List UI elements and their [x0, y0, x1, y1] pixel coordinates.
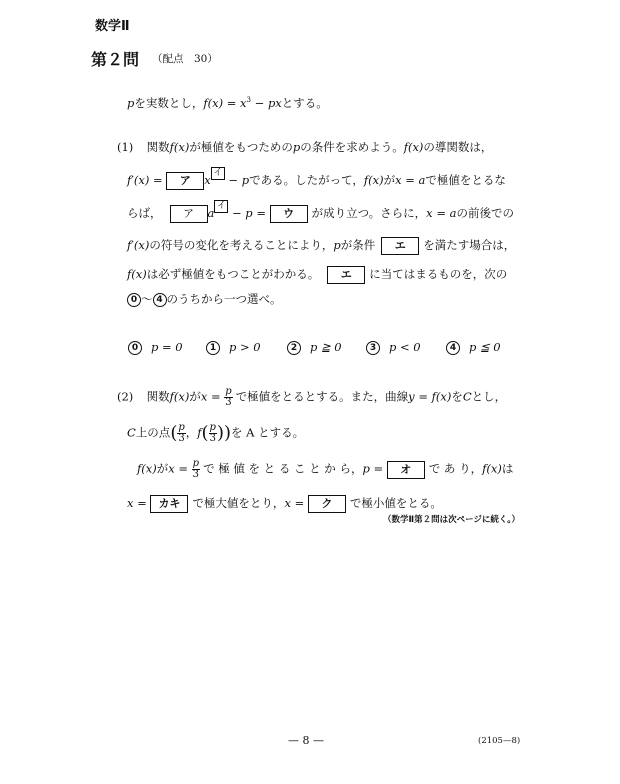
answer-box-a[interactable]: ア	[166, 172, 204, 190]
part1-label: (1)	[117, 140, 134, 154]
part2-line3	[137, 459, 513, 480]
t: とし，	[471, 389, 507, 404]
part1-line5	[127, 266, 507, 284]
option-0[interactable]	[128, 339, 183, 355]
part2-line4	[127, 495, 442, 513]
answer-box-e-ref[interactable]: エ	[327, 266, 365, 284]
t: を	[451, 389, 463, 404]
answer-box-a-ref: ア	[170, 205, 208, 223]
page-number: — 8 —	[288, 734, 324, 747]
t: f′(x)	[127, 238, 150, 252]
option-text: p < 0	[389, 340, 421, 354]
t: で極大値をとり，	[192, 496, 285, 510]
t: を A とする。	[231, 425, 305, 440]
answer-box-e[interactable]: エ	[381, 237, 419, 255]
frac-num: p	[178, 422, 185, 433]
t: で 極 値 を と る こ と か ら，	[203, 461, 363, 476]
t: は必ず極値をもつことがわかる。	[146, 267, 320, 281]
circled-four-icon: 4	[446, 341, 460, 355]
t: x =	[200, 389, 225, 404]
intro-line	[127, 92, 328, 111]
answer-box-i-ref: イ	[214, 200, 228, 213]
circled-four-icon: 4	[153, 293, 167, 307]
t: f(x)	[169, 389, 190, 404]
option-3[interactable]	[366, 339, 421, 355]
t: の導関数は，	[423, 140, 493, 154]
continued-note: （数学Ⅱ第２問は次ページに続く。）	[383, 515, 521, 525]
part1-line1	[117, 139, 492, 155]
t: C	[127, 425, 136, 440]
t: ))	[216, 422, 231, 444]
t: 関数	[146, 389, 170, 404]
t: f(x)	[127, 267, 147, 281]
t: が	[383, 173, 396, 187]
t: が	[156, 461, 169, 476]
t: f(x)	[403, 140, 424, 154]
part1-line2	[127, 168, 506, 190]
t: f(x)	[482, 461, 502, 476]
fraction-p-over-3	[192, 459, 200, 480]
frac-den: 3	[209, 433, 216, 444]
t: x =	[284, 496, 308, 510]
t: は	[501, 461, 514, 476]
circled-zero-icon: 0	[128, 341, 142, 355]
t: − p	[224, 173, 250, 187]
t: で極小値をとる。	[349, 496, 442, 510]
t: f(x)	[363, 173, 384, 187]
t: 上の点	[135, 425, 171, 440]
t: f(x)	[137, 461, 157, 476]
circled-three-icon: 3	[366, 341, 380, 355]
t: が	[189, 389, 201, 404]
t: が条件	[340, 238, 376, 252]
frac-den: 3	[192, 469, 200, 480]
frac-num: p	[192, 458, 200, 469]
answer-box-i[interactable]: イ	[211, 167, 225, 180]
t: C	[462, 389, 472, 404]
circled-zero-icon: 0	[127, 293, 141, 307]
t: が極値をもつための	[189, 140, 293, 154]
t: で極値をとるとする。また，曲線	[235, 389, 409, 404]
t: x	[204, 173, 211, 187]
frac-num: p	[209, 422, 216, 433]
t: (	[170, 422, 178, 444]
t: x = a	[426, 206, 457, 220]
answer-box-u[interactable]: ウ	[270, 205, 308, 223]
t: の条件を求めよう。	[300, 140, 404, 154]
part2-line1	[117, 387, 506, 408]
t: y = f(x)	[408, 389, 452, 404]
t: f(x)	[169, 140, 190, 154]
part2-label: (2)	[117, 389, 134, 404]
part1-line4	[127, 237, 515, 255]
frac-den: 3	[178, 433, 185, 444]
points-label: （配点 30）	[152, 53, 218, 65]
part2-line2	[127, 423, 304, 444]
intro-func-rest: − px	[251, 95, 282, 110]
t: x = a	[395, 173, 426, 187]
part1-line6	[127, 291, 282, 307]
answer-box-o[interactable]: オ	[387, 461, 425, 479]
t: − p =	[228, 206, 270, 220]
t: の前後での	[456, 206, 514, 220]
t: のうちから一つ選べ。	[166, 292, 282, 306]
circled-two-icon: 2	[287, 341, 301, 355]
t: の符号の変化を考えることにより，	[149, 238, 334, 252]
fraction-p-over-3	[224, 387, 232, 408]
t: p =	[362, 461, 387, 476]
option-text: p ≧ 0	[310, 340, 342, 354]
t: a	[207, 206, 215, 220]
answer-box-ku[interactable]: ク	[308, 495, 346, 513]
var-p: p	[127, 95, 135, 110]
subject-title: 数学Ⅱ	[95, 19, 130, 34]
t: に当てはまるものを，次の	[369, 267, 508, 281]
t: f′(x) =	[127, 173, 167, 187]
frac-num: p	[225, 386, 232, 397]
t: x =	[127, 496, 151, 510]
option-text: p > 0	[229, 340, 261, 354]
fraction-p-over-3	[209, 423, 217, 444]
fraction-p-over-3	[177, 423, 185, 444]
t: 〜	[141, 292, 153, 306]
option-1[interactable]	[206, 339, 261, 355]
t: x =	[168, 461, 192, 476]
t: である。したがって，	[249, 173, 364, 187]
answer-box-kaki[interactable]: カキ	[150, 495, 188, 513]
t: らば，	[127, 206, 162, 220]
t: (	[201, 422, 209, 444]
t: f	[197, 425, 202, 440]
page-code: (2105—8)	[478, 736, 521, 746]
circled-one-icon: 1	[206, 341, 220, 355]
problem-title: 第２問	[91, 50, 140, 69]
option-4[interactable]	[446, 339, 501, 355]
option-2[interactable]	[287, 339, 342, 355]
t: で あ り，	[428, 461, 483, 476]
frac-den: 3	[225, 397, 232, 408]
intro-text1: を実数とし，	[134, 95, 204, 110]
option-text: p ≦ 0	[469, 340, 501, 354]
t: で極値をとるな	[425, 173, 506, 187]
part1-line3	[127, 201, 514, 223]
t: ，	[185, 425, 198, 440]
intro-sup: 3	[246, 96, 251, 104]
intro-text3: とする。	[281, 95, 328, 110]
t: を満たす場合は，	[423, 238, 516, 252]
t: p	[333, 238, 341, 252]
t: が成り立つ。さらに，	[311, 206, 427, 220]
t: p	[292, 140, 301, 154]
option-text: p = 0	[151, 340, 183, 354]
intro-func: f(x) = x	[203, 95, 247, 110]
t: 関数	[146, 140, 170, 154]
